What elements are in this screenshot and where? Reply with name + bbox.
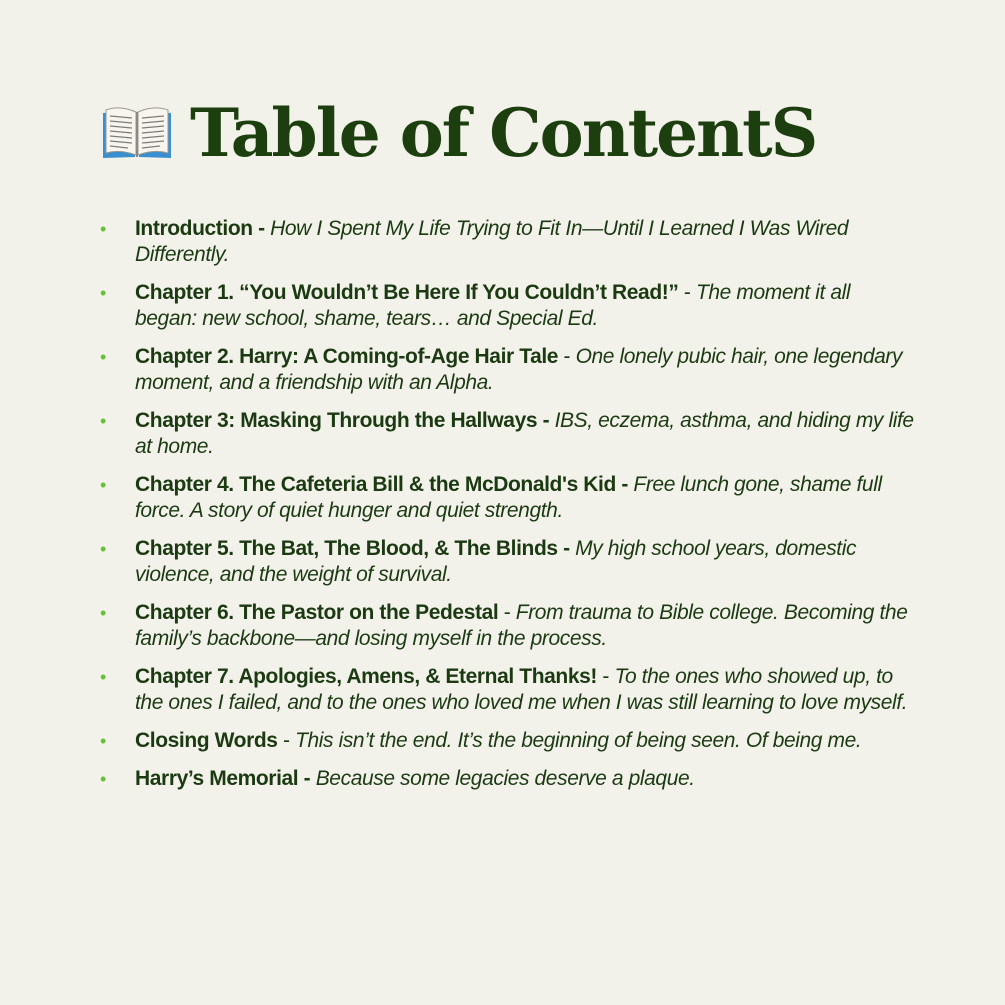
bullet-icon: •	[100, 769, 106, 789]
bullet-icon: •	[100, 219, 106, 239]
bullet-icon: •	[100, 475, 106, 495]
bullet-icon: •	[100, 411, 106, 431]
toc-item-description: Because some legacies deserve a plaque.	[315, 767, 695, 790]
toc-list	[100, 216, 915, 792]
toc-item-description: To the ones who showed up, to the ones I failed, and to the ones who loved me when I was still learning to love myself.	[135, 665, 908, 714]
open-book-icon	[100, 103, 174, 163]
toc-item	[100, 536, 915, 588]
title-row	[100, 88, 915, 178]
toc-item-title: Chapter 2. Harry: A Coming-of-Age Hair Tale	[135, 345, 559, 368]
toc-item-separator: -	[596, 665, 615, 688]
bullet-icon: •	[100, 347, 106, 367]
toc-item-title: Chapter 1. “You Wouldn’t Be Here If You Couldn’t Read!”	[135, 281, 679, 304]
toc-item-description: From trauma to Bible college. Becoming the family’s backbone—and losing myself in the process.	[135, 601, 908, 650]
toc-item	[100, 728, 915, 754]
bullet-icon: •	[100, 539, 106, 559]
toc-item	[100, 344, 915, 396]
toc-item-separator: -	[678, 281, 696, 304]
toc-item-title: Introduction -	[135, 217, 265, 240]
bullet-icon: •	[100, 667, 106, 687]
toc-item-title: Chapter 4. The Cafeteria Bill & the McDonald's Kid -	[135, 473, 628, 496]
toc-item-description: Free lunch gone, shame full force. A story of quiet hunger and quiet strength.	[135, 473, 882, 522]
toc-item-description: My high school years, domestic violence, and the weight of survival.	[135, 537, 857, 586]
toc-item-title: Harry’s Memorial -	[135, 767, 311, 790]
toc-item-title: Chapter 3: Masking Through the Hallways -	[135, 409, 550, 432]
toc-item-title: Chapter 6. The Pastor on the Pedestal	[135, 601, 499, 624]
toc-item-description: How I Spent My Life Trying to Fit In—Until I Learned I Was Wired Differently.	[135, 217, 849, 266]
page-title: Table of ContentS	[190, 94, 817, 172]
bullet-icon: •	[100, 603, 106, 623]
toc-item-title: Chapter 7. Apologies, Amens, & Eternal Thanks!	[135, 665, 597, 688]
toc-item-title: Closing Words	[135, 729, 278, 752]
toc-item-separator: -	[558, 345, 576, 368]
toc-item-separator: -	[277, 729, 296, 752]
bullet-icon: •	[100, 283, 106, 303]
toc-item-description: IBS, eczema, asthma, and hiding my life at home.	[135, 409, 914, 458]
toc-item-title: Chapter 5. The Bat, The Blood, & The Blinds -	[135, 537, 570, 560]
toc-item	[100, 664, 915, 716]
bullet-icon: •	[100, 731, 106, 751]
toc-item-separator: -	[498, 601, 516, 624]
toc-item	[100, 216, 915, 268]
toc-item	[100, 408, 915, 460]
toc-item-description: The moment it all began: new school, shame, tears… and Special Ed.	[135, 281, 851, 330]
toc-item-description: This isn’t the end. It’s the beginning of being seen. Of being me.	[295, 729, 862, 752]
toc-item-description: One lonely pubic hair, one legendary moment, and a friendship with an Alpha.	[135, 345, 903, 394]
toc-item	[100, 766, 915, 792]
toc-item	[100, 600, 915, 652]
toc-item	[100, 280, 915, 332]
toc-item	[100, 472, 915, 524]
